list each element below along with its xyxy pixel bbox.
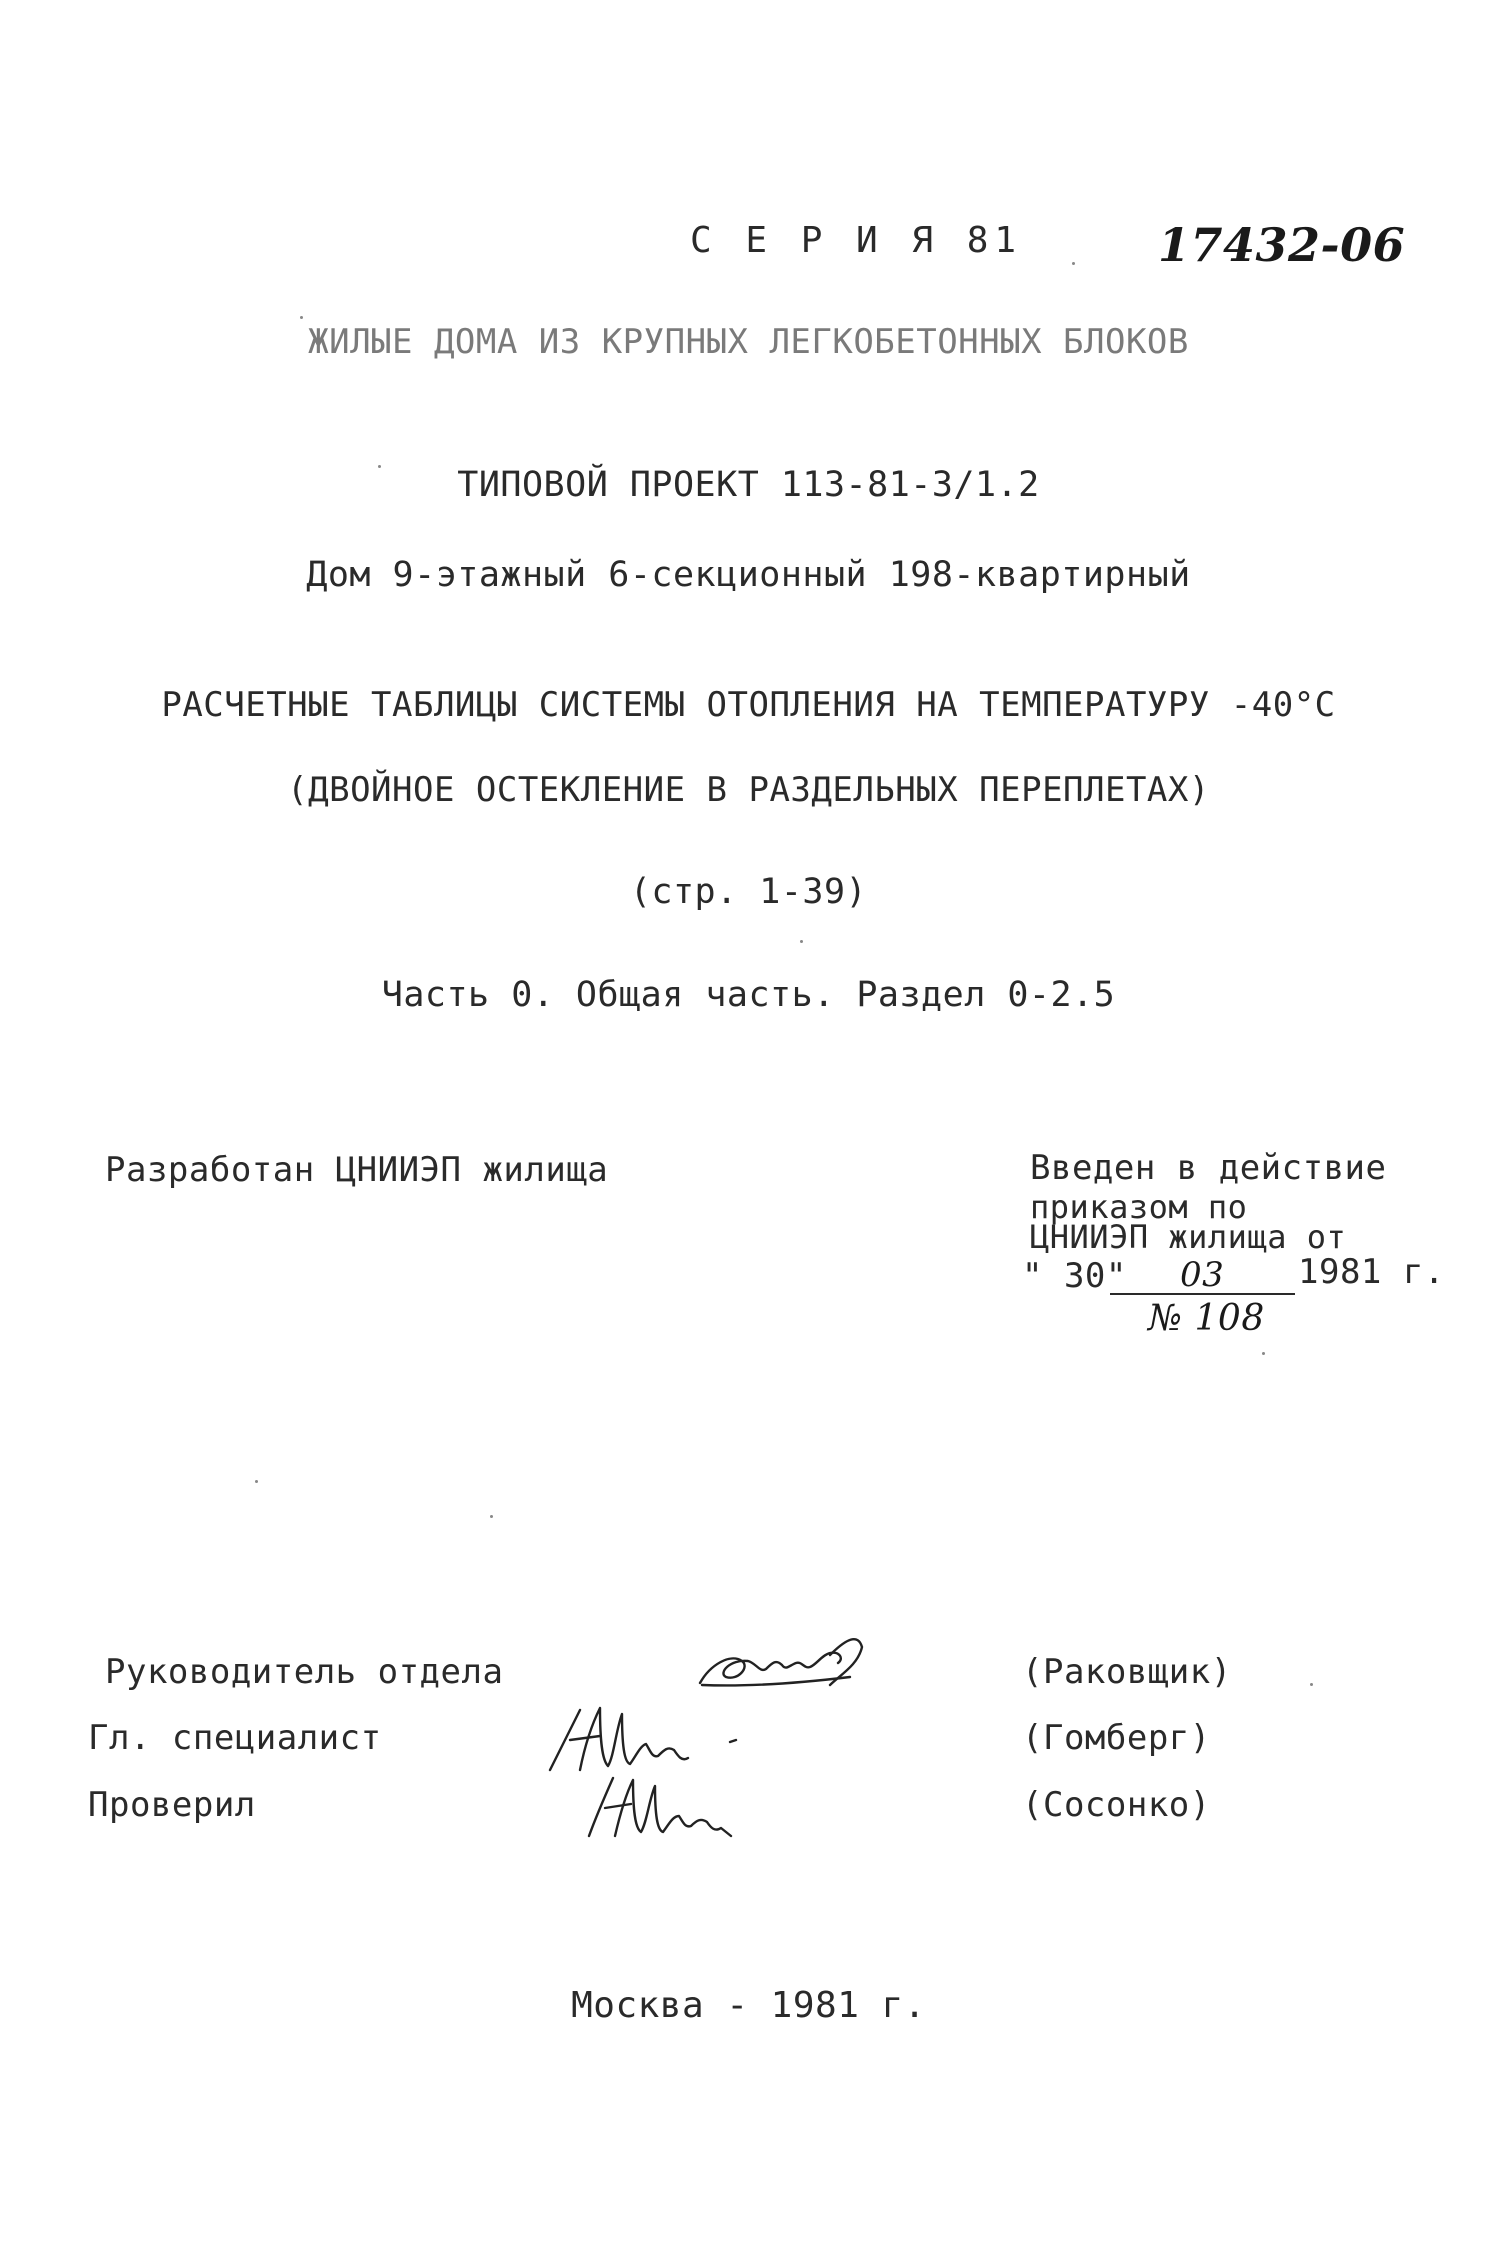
enactment-line-1: Введен в действие	[1030, 1148, 1387, 1188]
signature-head-drawing	[690, 1625, 870, 1705]
part-section: Часть 0. Общая часть. Раздел 0-2.5	[381, 975, 1116, 1015]
tables-title: РАСЧЕТНЫЕ ТАБЛИЦЫ СИСТЕМЫ ОТОПЛЕНИЯ НА ТЕМПЕРАТУРУ -40°С	[161, 685, 1336, 725]
project-title: ТИПОВОЙ ПРОЕКТ 113-81-3/1.2	[457, 465, 1040, 505]
scan-speck	[1262, 1352, 1265, 1355]
scan-speck	[800, 940, 803, 943]
signature-name-head: (Раковщик)	[1022, 1652, 1232, 1692]
scan-speck	[1310, 1683, 1313, 1686]
signature-role-head: Руководитель отдела	[105, 1652, 504, 1692]
scan-speck	[1072, 262, 1075, 265]
enactment-line-3: ЦНИИЭП жилища от	[1030, 1218, 1347, 1256]
developer-line: Разработан ЦНИИЭП жилища	[105, 1150, 609, 1190]
enactment-date-year: 1981 г.	[1298, 1252, 1445, 1292]
footer-city-year: Москва - 1981 г.	[571, 1985, 926, 2026]
date-underline	[1110, 1293, 1295, 1295]
signature-role-checker: Проверил	[88, 1785, 256, 1825]
enactment-date-day: " 30"	[1022, 1256, 1127, 1296]
subject-title: ЖИЛЫЕ ДОМА ИЗ КРУПНЫХ ЛЕГКОБЕТОННЫХ БЛОКОВ	[308, 322, 1189, 362]
signature-role-specialist: Гл. специалист	[88, 1718, 382, 1758]
enactment-line-2: приказом по	[1030, 1188, 1248, 1226]
order-number-handwritten: № 108	[1148, 1298, 1265, 1339]
signature-name-checker: (Сосонко)	[1022, 1785, 1211, 1825]
scan-speck	[255, 1480, 258, 1483]
doc-number-handwritten: 17432-06	[1158, 218, 1406, 272]
enactment-date-month: 03	[1180, 1255, 1225, 1295]
scan-speck	[490, 1515, 493, 1518]
house-description: Дом 9-этажный 6-секционный 198-квартирный	[306, 555, 1191, 595]
series-label: С Е Р И Я 81	[690, 220, 1023, 261]
scan-speck	[378, 465, 381, 468]
scan-speck	[300, 316, 303, 319]
signature-checker-drawing	[575, 1770, 775, 1850]
pages-range: (стр. 1-39)	[629, 872, 868, 912]
glazing-subtitle: (ДВОЙНОЕ ОСТЕКЛЕНИЕ В РАЗДЕЛЬНЫХ ПЕРЕПЛЕТАХ)	[287, 770, 1210, 810]
signature-name-specialist: (Гомберг)	[1022, 1718, 1211, 1758]
